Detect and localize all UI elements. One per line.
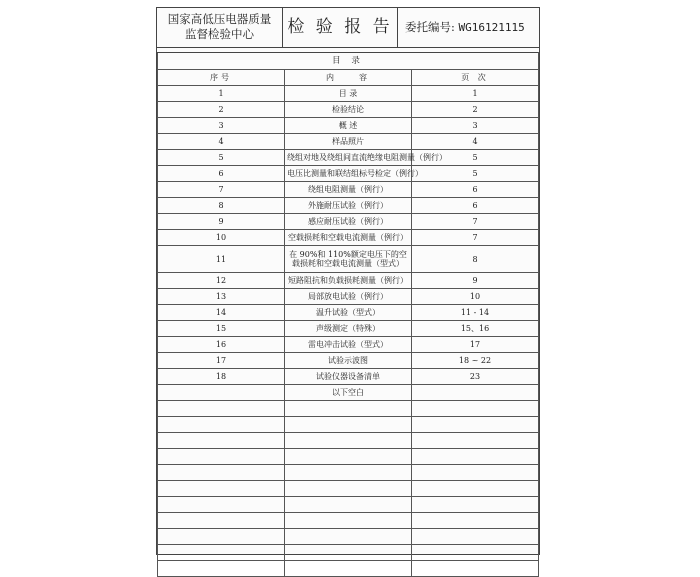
empty-cell — [285, 481, 412, 497]
empty-cell — [285, 401, 412, 417]
empty-cell — [285, 417, 412, 433]
empty-cell — [285, 449, 412, 465]
row-page: 5 — [412, 166, 539, 182]
organization-name — [157, 8, 283, 47]
report-title: 检 验 报 告 — [283, 8, 398, 47]
row-page: 9 — [412, 273, 539, 289]
row-number: 10 — [158, 230, 285, 246]
empty-row — [158, 545, 539, 561]
table-row — [158, 246, 539, 273]
row-page: 7 — [412, 214, 539, 230]
empty-cell — [412, 401, 539, 417]
row-number: 6 — [158, 166, 285, 182]
row-number: 9 — [158, 214, 285, 230]
row-page: 18 ~ 22 — [412, 353, 539, 369]
report-page — [156, 7, 540, 555]
table-row — [158, 230, 539, 246]
report-header — [157, 8, 539, 48]
row-content: 感应耐压试验（例行） — [285, 214, 412, 230]
empty-cell — [285, 513, 412, 529]
toc-title: 目 录 — [158, 53, 539, 70]
empty-cell — [158, 545, 285, 561]
empty-cell — [412, 497, 539, 513]
row-number: 15 — [158, 321, 285, 337]
table-row — [158, 289, 539, 305]
empty-row — [158, 529, 539, 545]
empty-cell — [158, 561, 285, 577]
row-number: 14 — [158, 305, 285, 321]
row-page: 15、16 — [412, 321, 539, 337]
empty-row — [158, 561, 539, 577]
entrust-number — [397, 8, 539, 47]
row-content: 绕组电阻测量（例行） — [285, 182, 412, 198]
row-number: 18 — [158, 369, 285, 385]
empty-cell — [412, 545, 539, 561]
row-content: 雷电冲击试验（型式） — [285, 337, 412, 353]
row-number: 13 — [158, 289, 285, 305]
row-content: 样品照片 — [285, 134, 412, 150]
entrust-number-value: WG16121115 — [458, 21, 525, 34]
empty-cell — [158, 433, 285, 449]
row-page: 2 — [412, 102, 539, 118]
empty-row — [158, 481, 539, 497]
table-row — [158, 353, 539, 369]
empty-cell — [158, 529, 285, 545]
empty-cell — [285, 545, 412, 561]
table-row — [158, 214, 539, 230]
row-page: 6 — [412, 182, 539, 198]
row-page: 4 — [412, 134, 539, 150]
empty-cell — [158, 481, 285, 497]
row-page-empty — [412, 385, 539, 401]
blank-note-row — [158, 385, 539, 401]
empty-cell — [285, 465, 412, 481]
row-number: 5 — [158, 150, 285, 166]
empty-row — [158, 401, 539, 417]
row-content: 局部放电试验（例行） — [285, 289, 412, 305]
row-page: 5 — [412, 150, 539, 166]
empty-cell — [412, 513, 539, 529]
table-row — [158, 198, 539, 214]
table-row — [158, 150, 539, 166]
row-content: 绕组对地及绕组间直流绝缘电阻测量（例行） — [285, 150, 412, 166]
row-page: 10 — [412, 289, 539, 305]
table-row — [158, 337, 539, 353]
row-content: 温升试验（型式） — [285, 305, 412, 321]
empty-cell — [285, 433, 412, 449]
toc-table — [157, 52, 539, 577]
table-row — [158, 102, 539, 118]
empty-cell — [412, 561, 539, 577]
table-row — [158, 369, 539, 385]
table-row — [158, 118, 539, 134]
row-page: 6 — [412, 198, 539, 214]
empty-cell — [412, 449, 539, 465]
row-page: 11 - 14 — [412, 305, 539, 321]
empty-cell — [285, 529, 412, 545]
empty-cell — [158, 417, 285, 433]
row-content: 电压比测量和联结组标号检定（例行） — [285, 166, 412, 182]
blank-note: 以下空白 — [285, 385, 412, 401]
empty-cell — [412, 417, 539, 433]
empty-cell — [158, 465, 285, 481]
entrust-label: 委托编号: — [405, 20, 455, 34]
table-row — [158, 182, 539, 198]
row-content: 检验结论 — [285, 102, 412, 118]
empty-row — [158, 497, 539, 513]
row-number: 4 — [158, 134, 285, 150]
row-content: 概 述 — [285, 118, 412, 134]
row-number: 16 — [158, 337, 285, 353]
row-number: 17 — [158, 353, 285, 369]
organization-line-1: 国家高低压电器质量 — [167, 12, 272, 26]
row-number: 12 — [158, 273, 285, 289]
empty-row — [158, 433, 539, 449]
organization-line-2: 监督检验中心 — [185, 27, 254, 41]
row-number: 7 — [158, 182, 285, 198]
empty-row — [158, 417, 539, 433]
row-number: 8 — [158, 198, 285, 214]
table-row — [158, 134, 539, 150]
header-page: 页 次 — [412, 70, 539, 86]
toc-header-row — [158, 70, 539, 86]
table-row — [158, 86, 539, 102]
table-row — [158, 166, 539, 182]
row-page: 8 — [412, 246, 539, 273]
row-content: 试验仪器设备清单 — [285, 369, 412, 385]
row-content: 短路阻抗和负载损耗测量（例行） — [285, 273, 412, 289]
row-number-empty — [158, 385, 285, 401]
toc-title-row — [158, 53, 539, 70]
row-page: 1 — [412, 86, 539, 102]
empty-cell — [285, 497, 412, 513]
row-content: 声级测定（特殊） — [285, 321, 412, 337]
row-page: 17 — [412, 337, 539, 353]
empty-cell — [412, 481, 539, 497]
empty-row — [158, 513, 539, 529]
row-content: 外施耐压试验（例行） — [285, 198, 412, 214]
table-row — [158, 305, 539, 321]
empty-cell — [158, 497, 285, 513]
empty-cell — [285, 561, 412, 577]
empty-row — [158, 465, 539, 481]
row-content: 空载损耗和空载电流测量（例行） — [285, 230, 412, 246]
row-number: 11 — [158, 246, 285, 273]
row-page: 23 — [412, 369, 539, 385]
row-page: 3 — [412, 118, 539, 134]
row-number: 2 — [158, 102, 285, 118]
row-number: 3 — [158, 118, 285, 134]
row-content: 在 90%和 110%额定电压下的空载损耗和空载电流测量（型式） — [285, 246, 412, 273]
empty-cell — [412, 529, 539, 545]
header-no: 序号 — [158, 70, 285, 86]
row-content: 目 录 — [285, 86, 412, 102]
header-content: 内 容 — [285, 70, 412, 86]
row-page: 7 — [412, 230, 539, 246]
empty-cell — [158, 401, 285, 417]
row-content: 试验示波图 — [285, 353, 412, 369]
empty-cell — [412, 433, 539, 449]
empty-cell — [158, 449, 285, 465]
row-number: 1 — [158, 86, 285, 102]
table-row — [158, 273, 539, 289]
empty-cell — [158, 513, 285, 529]
empty-cell — [412, 465, 539, 481]
empty-row — [158, 449, 539, 465]
table-row — [158, 321, 539, 337]
